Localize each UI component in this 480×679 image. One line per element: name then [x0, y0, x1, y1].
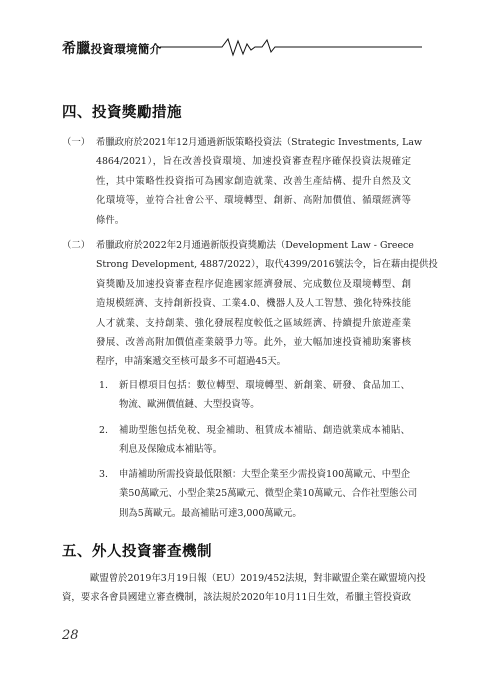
item-marker-2: （二）: [62, 240, 91, 251]
subitem-line: 物流、歐洲價值鏈、大型投資等。: [119, 399, 260, 411]
section-heading-fdi-screening: 五、外人投資審查機制: [62, 543, 212, 560]
subitem-line: 申請補助所需投資最低限額：大型企業至少需投資100萬歐元、中型企: [119, 469, 410, 480]
running-header: [62, 36, 422, 58]
item-marker-1: （一）: [62, 137, 91, 148]
subitem-number-3: 3.: [99, 469, 108, 480]
paragraph-line: Strong Development, 4887/2022），取代4399/2016號法令，旨在藉由提供投: [96, 259, 438, 271]
subitem-subsidy-types: [119, 421, 410, 460]
subitem-line: 業50萬歐元、小型企業25萬歐元、微型企業10萬歐元、合作社型態公司: [119, 488, 418, 500]
paragraph-fdi-screening: [62, 569, 426, 608]
paragraph-line: 資獎勵及加速投資審查程序促進國家經濟發展、完成數位及環境轉型、創: [96, 278, 411, 290]
paragraph-line: 化環境等，並符合社會公平、環境轉型、創新、高附加價值、循環經濟等: [96, 195, 411, 207]
section-heading-investment-incentives: 四、投資獎勵措施: [62, 104, 182, 121]
header-title-country: 希臘: [62, 41, 91, 57]
header-title-rest: 投資環境簡介: [90, 42, 162, 56]
paragraph-line: 資，要求各會員國建立審查機制，該法規於2020年10月11日生效，希臘主管投資政: [62, 592, 411, 604]
paragraph-line: 希臘政府於2022年2月通過新版投資獎勵法（Development Law - Greece: [96, 240, 414, 251]
paragraph-line: 發展、改善高附加價值產業競爭力等。此外，並大幅加速投資補助案審核: [96, 337, 411, 349]
subitem-line: 補助型態包括免稅、現金補助、租賃成本補貼、創造就業成本補貼、: [119, 425, 410, 436]
paragraph-line: 程序，申請案遞交至核可最多不可超過45天。: [96, 356, 287, 368]
subitem-number-2: 2.: [99, 425, 108, 436]
paragraph-line: 性，其中策略性投資指可為國家創造就業、改善生產結構、提升自然及文: [96, 175, 411, 187]
subitem-line: 利息及保險成本補貼等。: [119, 444, 223, 456]
paragraph-development-law: [96, 236, 438, 372]
subitem-minimum-investment: [119, 465, 418, 523]
subitem-new-target-projects: [119, 376, 410, 415]
paragraph-strategic-investments-law: [96, 133, 422, 230]
paragraph-line: 造規模經濟、支持創新投資、工業4.0、機器人及人工智慧、強化特殊技能: [96, 298, 411, 310]
subitem-line: 新目標項目包括：數位轉型、環境轉型、新創業、研發、食品加工、: [119, 380, 410, 391]
subitem-line: 則為5萬歐元。最高補貼可達3,000萬歐元。: [119, 507, 302, 519]
subitem-number-1: 1.: [99, 380, 108, 391]
paragraph-line: 4864/2021），旨在改善投資環境、加速投資審查程序確保投資法規確定: [96, 156, 411, 168]
page-number: 28: [62, 628, 79, 643]
paragraph-line: 條件。: [96, 214, 125, 226]
paragraph-line: 人才就業、支持創業、強化發展程度較低之區域經濟、持續提升旅遊產業: [96, 317, 411, 329]
paragraph-line: 希臘政府於2021年12月通過新版策略投資法（Strategic Investments, Law: [96, 137, 422, 148]
paragraph-line: 歐盟曾於2019年3月19日報（EU）2019/452法規，對非歐盟企業在歐盟境內投: [90, 573, 426, 584]
header-title: [62, 38, 161, 58]
